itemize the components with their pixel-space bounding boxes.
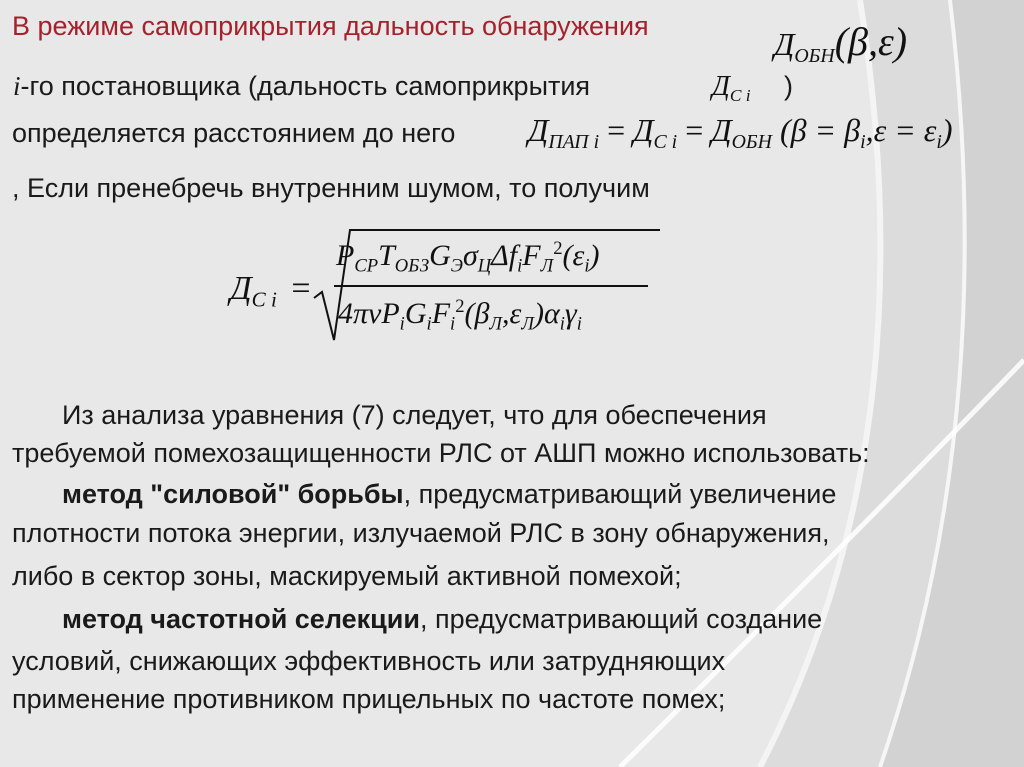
para-line-8: применение противником прицельных по частоте помех; xyxy=(12,684,726,714)
formula-d-pap: $Д_{ПАП i} = Д_{С i} = Д_{ОБН}$ $(\beta = \beta_i,\varepsilon = \varepsilon_i)$ xyxy=(528,112,953,153)
para-line-2: требуемой помехозащищенности РЛС от АШП можно использовать: xyxy=(12,438,870,468)
para-line-7: условий, снижающих эффективность или затрудняющих xyxy=(12,646,726,676)
line-postanovshchik: i-го постановщика (дальность самоприкрытия xyxy=(13,71,591,101)
para-method-frequency: метод частотной селекции, предусматривающий создание xyxy=(62,604,823,634)
line2-close-paren: ) xyxy=(784,71,793,101)
method-frequency-label: метод частотной селекции xyxy=(62,604,420,634)
formula-denominator: $4\pi\nu P_iG_iF_i^2(\beta_Л,\varepsilon_Л)\alpha_i\gamma_i$ xyxy=(338,296,582,335)
line-prenebrech: , Если пренебречь внутренним шумом, то получим xyxy=(12,173,650,203)
para-line-4: плотности потока энергии, излучаемой РЛС в зону обнаружения, xyxy=(12,518,830,548)
para-method-power: метод "силовой" борьбы, предусматривающий увеличение xyxy=(62,479,837,509)
formula-numerator: $P_{СР}T_{ОБЗ}G_Э\sigma_Ц\Delta f_iF_Л^2(\varepsilon_i)$ xyxy=(336,238,600,277)
line-rasstoyanie: определяется расстоянием до него xyxy=(12,118,456,148)
para-line-5: либо в сектор зоны, маскируемый активной помехой; xyxy=(12,561,682,591)
method-power-label: метод "силовой" борьбы xyxy=(62,479,404,509)
main-formula-dci xyxy=(230,228,660,346)
para-line-1: Из анализа уравнения (7) следует, что для обеспечения xyxy=(62,400,767,430)
formula-d-obn: $Д_{ОБН}(\beta,\varepsilon)$ xyxy=(774,19,908,67)
formula-lhs: $Д_{С i}$ = xyxy=(230,270,311,312)
slide-title: В режиме самоприкрытия дальность обнаружения xyxy=(12,11,649,41)
symbol-d-ci: $Д_{С i}$ xyxy=(712,71,751,106)
